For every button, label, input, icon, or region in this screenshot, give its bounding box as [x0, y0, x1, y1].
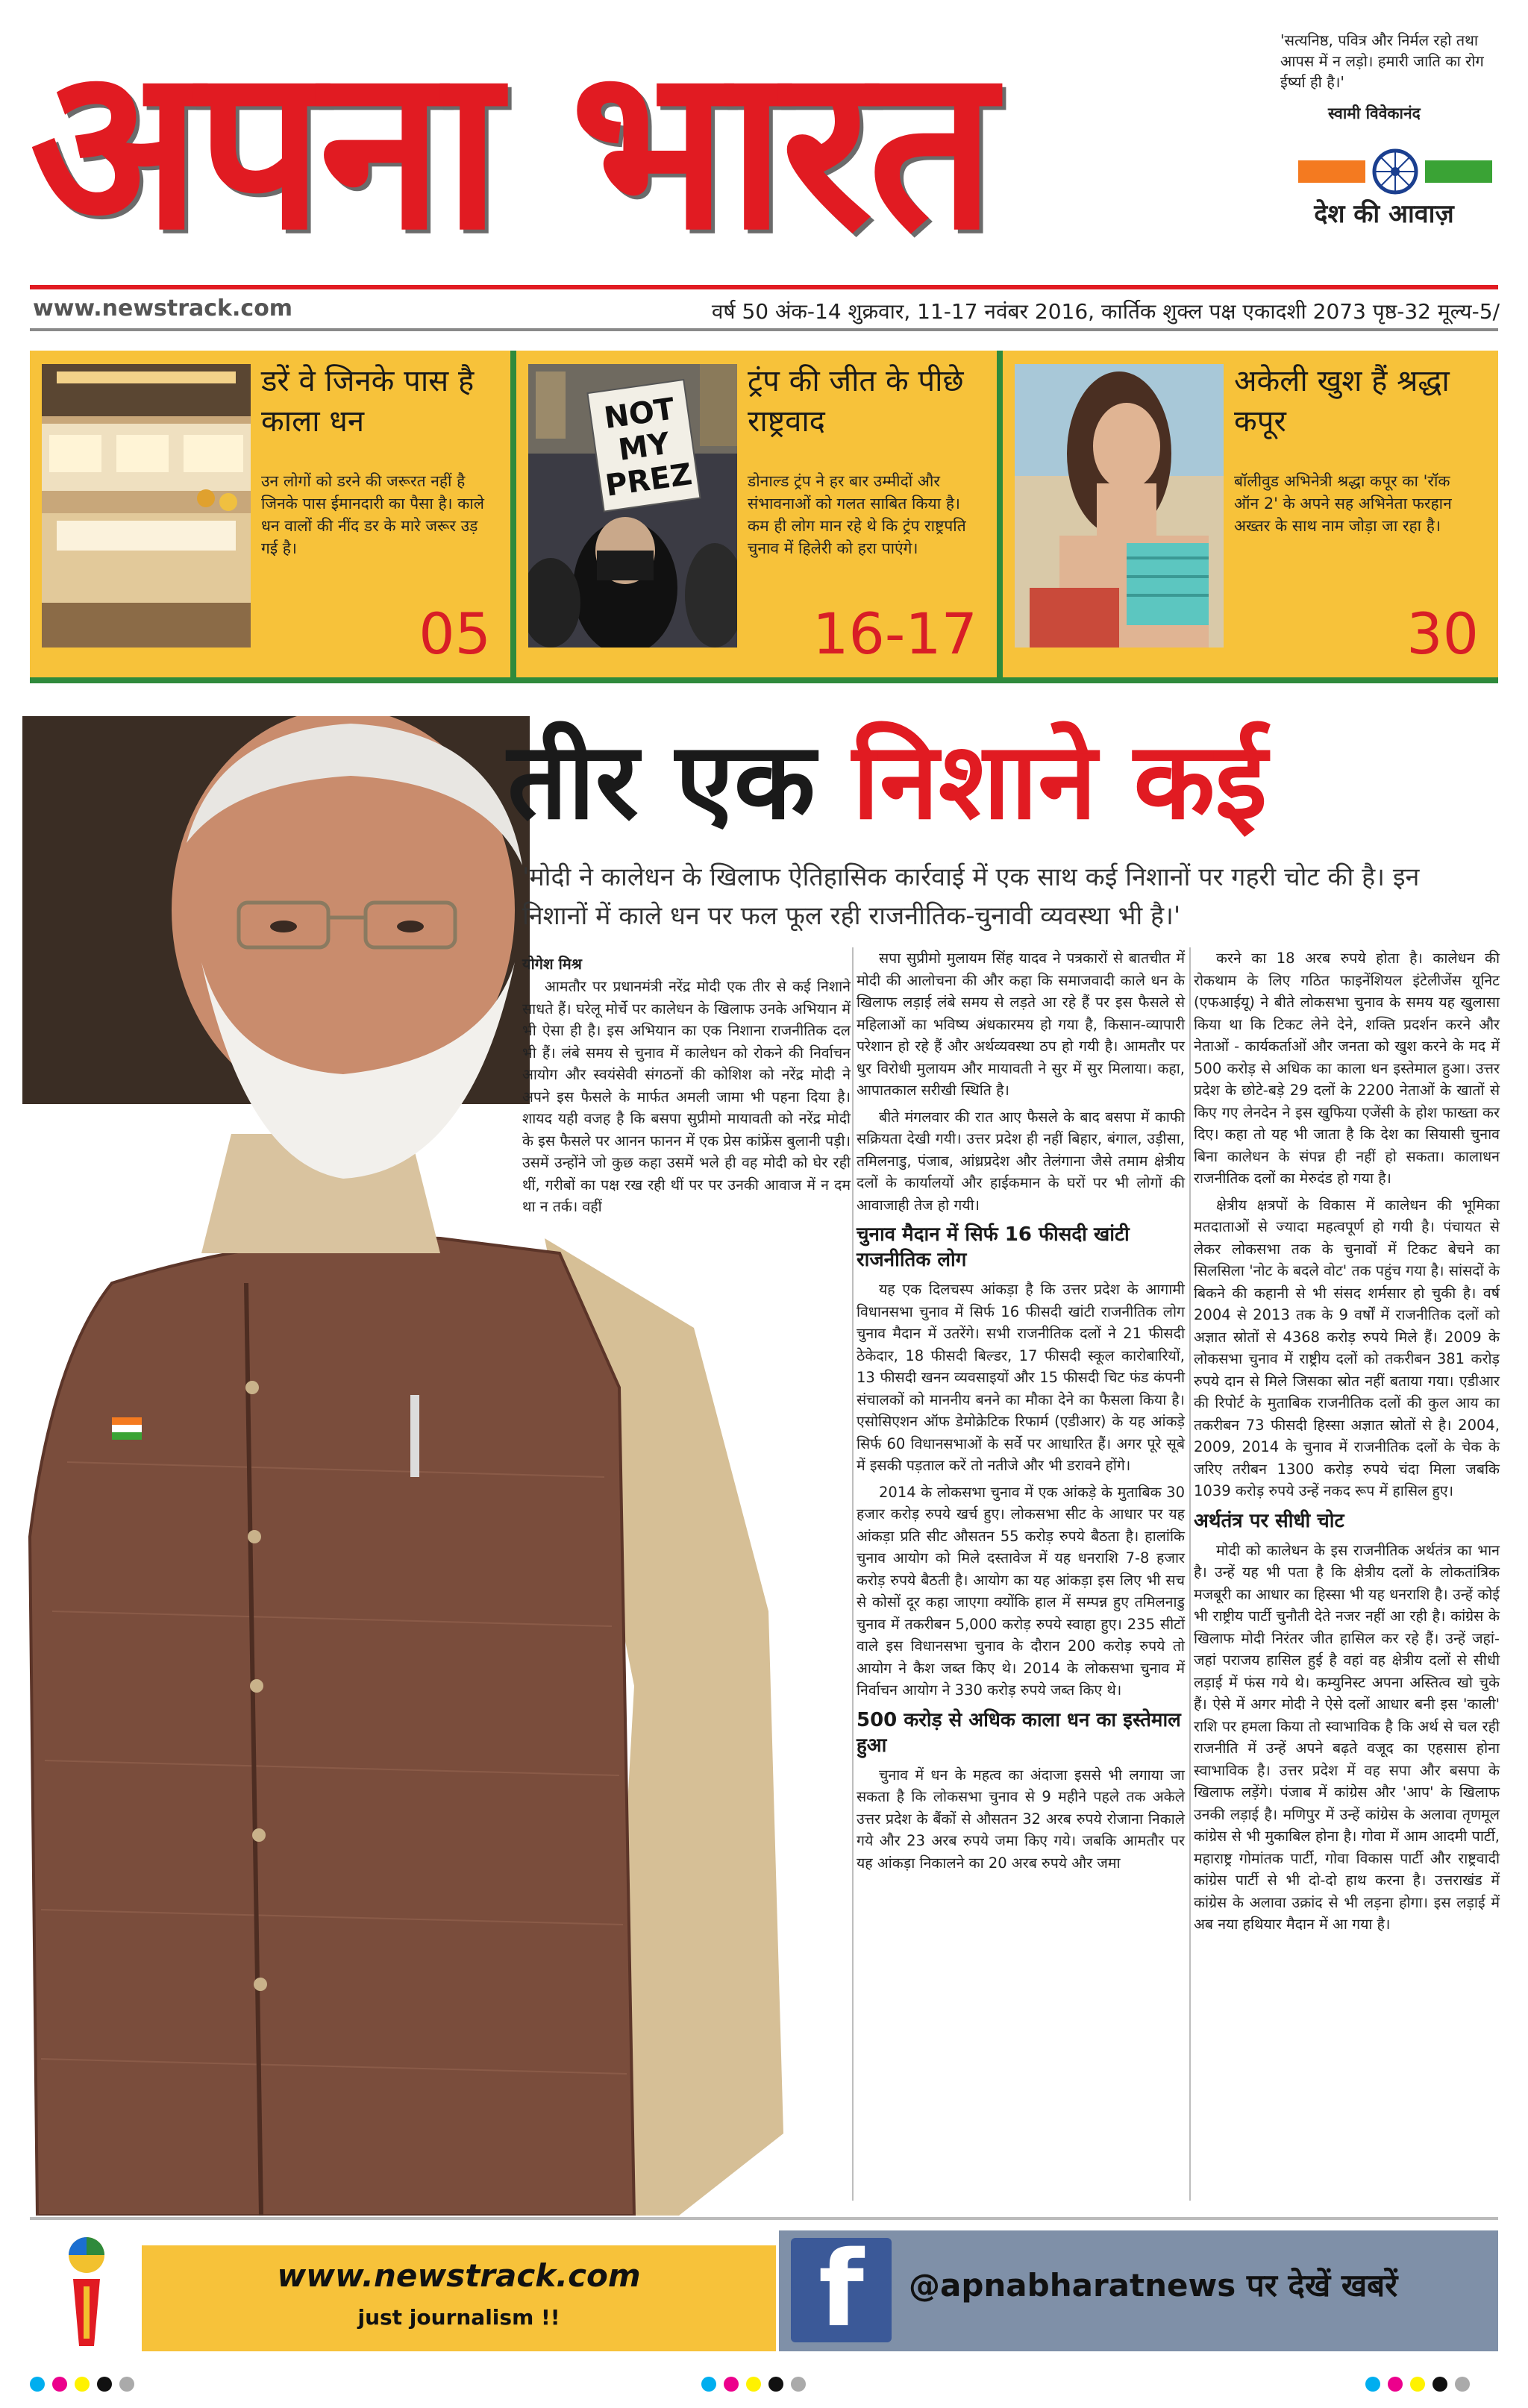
masthead-quote: 'सत्यनिष्ठ, पवित्र और निर्मल रहो तथा आपस में न लड़ो। हमारी जाति का रोग ईर्ष्या ही है।': [1280, 31, 1484, 91]
masthead-title: अपना भारत: [30, 19, 992, 279]
byline: योगेश मिश्र: [522, 955, 582, 973]
article-subhead: चुनाव मैदान में सिर्फ 16 फीसदी खांटी राजनीतिक लोग: [857, 1223, 1130, 1271]
article-subhead: अर्थतंत्र पर सीधी चोट: [1194, 1509, 1344, 1532]
dateline-rule: [30, 328, 1498, 331]
teaser-page-number: 30: [1406, 601, 1479, 667]
footer-rule: [30, 2217, 1498, 2220]
teaser-page-number: 16-17: [812, 601, 977, 667]
website-link[interactable]: www.newstrack.com: [33, 295, 293, 322]
masthead-rule: [30, 285, 1498, 289]
placard-word: MY: [616, 426, 672, 468]
article-subhead: 500 करोड़ से अधिक काला धन का इस्तेमाल हुआ: [857, 1708, 1181, 1757]
print-registration-dots: [30, 2377, 142, 2392]
placard-word: NOT: [601, 392, 677, 436]
print-registration-dots: [701, 2377, 813, 2392]
facebook-icon: f: [791, 2238, 892, 2342]
column-rule: [1189, 947, 1191, 2201]
masthead-tagline: देश की आवाज़: [1314, 199, 1454, 229]
modi-portrait: [22, 716, 828, 2216]
quote-author: स्वामी विवेकानंद: [1328, 104, 1421, 122]
lead-headline: [507, 722, 1507, 841]
article-column-2: [857, 947, 1185, 1878]
article-paragraph: यह एक दिलचस्प आंकड़ा है कि उत्तर प्रदेश के आगामी विधानसभा चुनाव में सिर्फ 16 फीसदी खांटी राजनीतिक लोग चुनाव मैदान में उतरेंगे। सभी राजनीतिक दलों ने 21 फीसदी ठेकेदार, 18 फीसदी बिल्डर, 17 फीसदी स्कूल कारोबारियों, 13 फीसदी खनन व्यवसाइयों और 15 फीसदी चिट फंड कंपनी संचालकों को माननीय बनने का मौका देने का फैसला किया है। एसोसिएशन ऑफ डेमोक्रेटिक रिफार्म (एडीआर) के यह आंकड़े सिर्फ 60 विधानसभाओं के सर्वे पर आधारित हैं। अगर पूरे सूबे में इसकी पड़ताल करें तो नतीजे और भी डरावने होंगे।: [857, 1281, 1186, 1474]
article-paragraph: चुनाव में धन के महत्व का अंदाजा इससे भी लगाया जा सकता है कि लोकसभा चुनाव से 9 महीने पहले तक अकेले उत्तर प्रदेश के बैंकों से औसतन 32 अरब रुपये रोजाना निकाले गये और 23 अरब रुपये जमा किए गये। जबकि आमतौर पर यह आंकड़ा निकालने का 20 अरब रुपये और जमा: [857, 1766, 1185, 1872]
teaser-trump[interactable]: [516, 351, 997, 680]
teaser-page-number: 05: [419, 601, 491, 667]
teaser-divider: [997, 351, 1003, 680]
facebook-handle[interactable]: @apnabharatnews पर देखें खबरें: [909, 2267, 1398, 2304]
actress-photo: [1015, 364, 1224, 648]
article-paragraph: बीते मंगलवार की रात आए फैसले के बाद बसपा में काफी सक्रियता देखी गयी। उत्तर प्रदेश ही नहीं बिहार, बंगाल, उड़ीसा, तमिलनाडु, पंजाब, आंध्रप्रदेश और तेलंगाना जैसे तमाम क्षेत्रीय दलों के कार्यालयों और हाईकमान के घरों पर भी लोगों की आवाजाही तेज हो गयी।: [857, 1108, 1185, 1214]
article-column-3: [1194, 947, 1500, 1940]
jewellery-store-photo: [42, 364, 251, 648]
dateline: वर्ष 50 अंक-14 शुक्रवार, 11-17 नवंबर 2016, कार्तिक शुक्ल पक्ष एकादशी 2073 पृष्ठ-32 मूल्य-5/: [711, 299, 1500, 324]
lead-headline-part1: तीर एक: [507, 720, 815, 843]
teaser-headline: डरें वे जिनके पास है काला धन: [261, 364, 475, 439]
article-paragraph: मोदी को कालेधन के इस राजनीतिक अर्थतंत्र का भान है। उन्हें यह भी पता है कि क्षेत्रीय दलों के लोकतांत्रिक मजबूरी का आधार का हिस्सा भी यह धनराशि है। उन्हें कोई भी राष्ट्रीय पार्टी चुनौती देते नजर नहीं आ रही है। कांग्रेस के खिलाफ मोदी निरंतर जीत हासिल कर रहे हैं। उन्हें जहां-जहां पराजय हासिल हुई है वहां वह क्षेत्रीय दलों से सीधी लड़ाई में फंस गये थे। कम्युनिस्ट अपना अस्तित्व खो चुके हैं। ऐसे में अगर मोदी ने ऐसे दलों आधार बनी इस 'काली' राशि पर हमला किया तो स्वाभाविक है कि अर्थ से चल रही राजनीति में उन्हें अपने बढ़ते वजूद का एहसास होना स्वाभाविक है। उत्तर प्रदेश में वह सपा और बसपा के खिलाफ लड़ेंगे। पंजाब में कांग्रेस और 'आप' के खिलाफ उनकी लड़ाई है। मणिपुर में उन्हें कांग्रेस के अलावा तृणमूल कांग्रेस से भी मुकाबिल होना है। गोवा में आम आदमी पार्टी, महाराष्ट्र गोमांतक पार्टी, गोवा विकास पार्टी और राष्ट्रवादी कांग्रेस पार्टी से भी दो-दो हाथ करना है। उत्तराखंड में कांग्रेस के अलावा उक्रांद से भी लड़ना होगा। इस लड़ाई में अब नया हथियार मैदान में आ गया है।: [1194, 1541, 1500, 1933]
lead-headline-part2: निशाने कई: [852, 720, 1268, 843]
article-paragraph: करने का 18 अरब रुपये होता है। कालेधन की रोकथाम के लिए गठित फाइनेंशियल इंटेलीजेंस यूनिट (एफआईयू) ने बीते लोकसभा चुनाव के समय यह खुलासा किया था कि टिकट लेने देने, शक्ति प्रदर्शन करने और नेताओं - कार्यकर्ताओं और जनता को खुश करने के मद में 500 करोड़ से अधिक का काला धन इस्तेमाल हुआ। उत्तर प्रदेश के छोटे-बड़े 29 दलों के 2200 नेताओं के खातों से किए गए लेनदेन ने इस खुफिया एजेंसी के होश फाख्ता कर दिए। कहा तो यह भी जाता है कि देश का सियासी चुनाव बिना कालेधन के संपन्न ही नहीं हो सकता। कालाधन राजनीतिक दलों का मेरुदंड हो गया है।: [1194, 950, 1500, 1187]
article-paragraph: सपा सुप्रीमो मुलायम सिंह यादव ने पत्रकारों से बातचीत में मोदी की आलोचना की और कहा कि समाजवादी काले धन के खिलाफ लड़ाई लंबे समय से लड़ते आ रहे हैं पर इस फैसले से महिलाओं का भविष्य अंधकारमय हो गया है, किसान-व्यापारी परेशान हो रहे हैं और अर्थव्यवस्था ठप हो गयी है। आमतौर पर धुर विरोधी मुलायम और मायावती ने सुर में सुर मिलाया। कहा, आपातकाल सरीखी स्थिति है।: [857, 950, 1185, 1099]
teaser-base-rule: [30, 677, 1498, 683]
newstrack-logo-icon: [64, 2234, 109, 2354]
teaser-blurb: उन लोगों को डरने की जरूरत नहीं है जिनके पास ईमानदारी का पैसा है। काले धन वालों की नींद डर के मारे जरूर उड़ गई है।: [261, 472, 485, 557]
footer-slogan: just journalism !!: [357, 2305, 560, 2330]
teaser-headline: अकेली खुश हैं श्रद्धा कपूर: [1234, 364, 1450, 439]
ashoka-chakra-icon: [1298, 145, 1492, 198]
lead-deck: 'मोदी ने कालेधन के खिलाफ ऐतिहासिक कार्रवाई में एक साथ कई निशानों पर गहरी चोट की है। इन निशानों में काले धन पर फल फूल रही राजनीतिक-चुनावी व्यवस्था भी है।': [522, 862, 1420, 931]
column-rule: [852, 947, 854, 2201]
teaser-headline: ट्रंप की जीत के पीछे राष्ट्रवाद: [748, 364, 964, 439]
teaser-divider: [510, 351, 516, 680]
teaser-shraddha[interactable]: [1003, 351, 1498, 680]
print-registration-dots: [1365, 2377, 1477, 2392]
article-paragraph: 2014 के लोकसभा चुनाव में एक आंकड़े के मुताबिक 30 हजार करोड़ रुपये खर्च हुए। लोकसभा सीट के आधार पर यह आंकड़ा प्रति सीट औसतन 55 करोड़ रुपये बैठता है। हालांकि चुनाव आयोग को मिले दस्तावेज में यह धनराशि 7-8 हजार करोड़ रुपये बैठती है। आयोग का यह आंकड़ा इस लिए भी सच से कोसों दूर कहा जाएगा क्योंकि हाल में सम्पन्न हुए तमिलनाडु चुनाव में तकरीबन 5,000 करोड़ रुपये स्वाहा हुए। 235 सीटों वाले इस विधानसभा चुनाव के दौरान 200 करोड़ रुपये तो आयोग ने कैश जब्त किए थे। 2014 के लोकसभा चुनाव में निर्वाचन आयोग ने 330 करोड़ रुपये जब्त किए थे।: [857, 1483, 1185, 1699]
article-paragraph: आमतौर पर प्रधानमंत्री नरेंद्र मोदी एक तीर से कई निशाने साधते हैं। घरेलू मोर्चे पर कालेधन के खिलाफ उनके अभियान में भी ऐसा ही है। इस अभियान का एक निशाना राजनीतिक दल भी हैं। लंबे समय से चुनाव में कालेधन को रोकने की निर्वाचन आयोग और स्वयंसेवी संगठनों की कोशिश को नरेंद्र मोदी ने अपने इस फैसले के मार्फत अमली जामा भी पहना दिया है। शायद यही वजह है कि बसपा सुप्रीमो मायावती को नरेंद्र मोदी के इस फैसले पर आनन फानन में एक प्रेस कांफ्रेंस बुलानी पड़ी। उसमें उन्होंने जो कुछ कहा उसमें भले ही वह मोदी को घेर रही थीं, गरीबों का पक्ष रख रही थीं पर पर उनकी आवाज में न दम था न तर्क। वहीं: [522, 978, 851, 1215]
teaser-blurb: डोनाल्ड ट्रंप ने हर बार उम्मीदों और संभावनाओं को गलत साबित किया है। कम ही लोग मान रहे थे कि ट्रंप राष्ट्रपति चुनाव में हिलेरी को हरा पाएंगे।: [748, 472, 966, 557]
placard-word: PREZ: [603, 457, 695, 504]
protest-photo: [528, 364, 737, 648]
article-paragraph: क्षेत्रीय क्षत्रपों के विकास में कालेधन की भूमिका मतदाताओं से ज्यादा महत्वपूर्ण हो गयी है। पंचायत से लेकर लोकसभा तक के चुनावों में टिकट बेचने का सिलसिला 'नोट के बदले वोट' तक पहुंच गया है। सांसदों के बिकने की कहानी से भी संसद शर्मसार हो चुकी है। वर्ष 2004 से 2013 तक के 9 वर्षों में राजनीतिक दलों को अज्ञात स्रोतों से 4368 करोड़ रुपये मिले हैं। 2009 के लोकसभा चुनाव में राष्ट्रीय दलों को तकरीबन 381 करोड़ रुपये दान से मिले जिसका स्रोत नहीं बताया गया। एडीआर की रिपोर्ट के मुताबिक राजनीतिक दलों की कुल आय का तकरीबन 73 फीसदी हिस्सा अज्ञात स्रोतों से है। 2004, 2009, 2014 के चुनाव में राजनीतिक दलों के चेक के जरिए तरीबन 1300 करोड़ रुपये चंदा मिला जबकि 1039 करोड़ रुपये उन्हें नकद रूप में हासिल हुए।: [1194, 1196, 1500, 1499]
teaser-blurb: बॉलीवुड अभिनेत्री श्रद्धा कपूर का 'रॉक ऑन 2' के अपने सह अभिनेता फरहान अख्तर के साथ नाम जोड़ा जा रहा है।: [1234, 472, 1452, 535]
footer-url[interactable]: www.newstrack.com: [277, 2257, 641, 2294]
teaser-black-money[interactable]: [30, 351, 510, 680]
article-column-1: [522, 976, 851, 1223]
